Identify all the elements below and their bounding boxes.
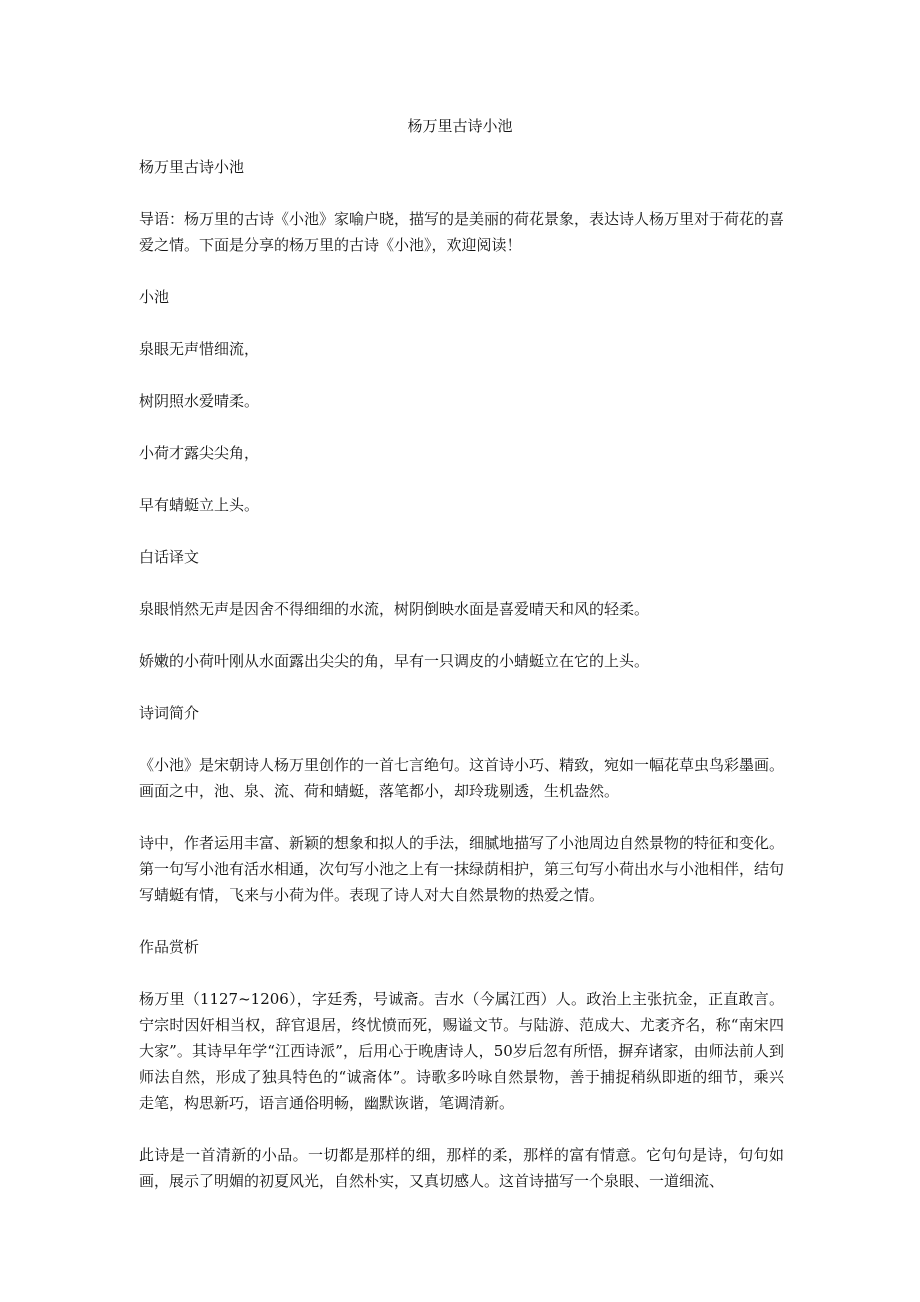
translation-paragraph-1: 泉眼悄然无声是因舍不得细细的水流，树阴倒映水面是喜爱晴天和风的轻柔。 [139, 600, 650, 618]
translation-paragraph-2: 娇嫩的小荷叶刚从水面露出尖尖的角，早有一只调皮的小蜻蜓立在它的上头。 [139, 652, 650, 670]
poem-line-2: 树阴照水爱晴柔。 [139, 392, 260, 410]
intro-paragraph: 导语：杨万里的古诗《小池》家喻户晓，描写的是美丽的荷花景象，表达诗人杨万里对于荷花的喜爱之情。下面是分享的杨万里的古诗《小池》，欢迎阅读！ [139, 210, 785, 254]
author-paragraph: 杨万里（1127~1206），字廷秀，号诚斋。吉水（今属江西）人。政治上主张抗金，正直敢言。宁宗时因奸相当权，辞官退居，终忧愤而死，赐谥文节。与陆游、范成大、尤袤齐名，称“南宋四大家”。其诗早年学“江西诗派”，后用心于晚唐诗人，50岁后忽有所悟，摒弃诸家，由师法前人到师法自然，形成了独具特色的“诚斋体”。诗歌多吟咏自然景物，善于捕捉稍纵即逝的细节，乘兴走笔，构思新巧，语言通俗明畅，幽默诙谐，笔调清新。 [139, 990, 784, 1112]
document-title: 杨万里古诗小池 [407, 117, 513, 135]
subtitle-paragraph: 杨万里古诗小池 [139, 158, 245, 176]
poem-line-4: 早有蜻蜓立上头。 [139, 496, 260, 514]
poem-line-3: 小荷才露尖尖角， [139, 444, 260, 462]
appreciation-heading: 作品赏析 [139, 938, 200, 956]
poem-title: 小池 [139, 288, 170, 306]
intro-text-paragraph-1: 《小池》是宋朝诗人杨万里创作的一首七言绝句。这首诗小巧、精致，宛如一幅花草虫鸟彩墨画。画面之中，池、泉、流、荷和蜻蜓，落笔都小，却玲珑剔透，生机盎然。 [139, 756, 785, 800]
analysis-paragraph: 此诗是一首清新的小品。一切都是那样的细，那样的柔，那样的富有情意。它句句是诗，句句如画，展示了明媚的初夏风光，自然朴实，又真切感人。这首诗描写一个泉眼、一道细流、 [139, 1146, 784, 1190]
document-body [139, 154, 784, 1220]
poem-line-1: 泉眼无声惜细流， [139, 340, 260, 358]
intro-heading: 诗词简介 [139, 704, 200, 722]
translation-heading: 白话译文 [139, 548, 200, 566]
intro-text-paragraph-2: 诗中，作者运用丰富、新颖的想象和拟人的手法，细腻地描写了小池周边自然景物的特征和变化。第一句写小池有活水相通，次句写小池之上有一抹绿荫相护，第三句写小荷出水与小池相伴，结句写蜻蜓有情，飞来与小荷为伴。表现了诗人对大自然景物的热爱之情。 [139, 834, 785, 904]
